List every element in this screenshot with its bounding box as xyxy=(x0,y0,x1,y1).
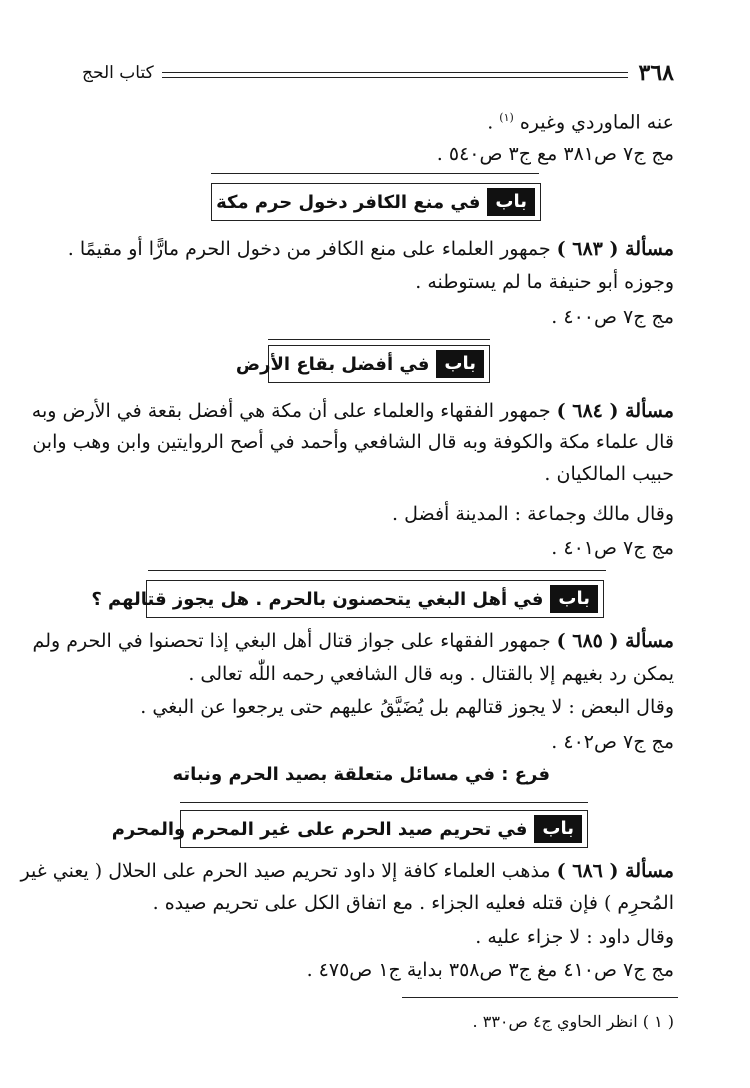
chapter-heading xyxy=(211,183,541,221)
text-line: المُحرِم ) فإن قتله فعليه الجزاء . مع اتفاق الكل على تحريم صيده . xyxy=(152,892,674,914)
text-line: حبيب المالكيان . xyxy=(544,463,674,485)
chapter-badge: باب xyxy=(550,585,598,613)
text-line: مسألة ( ٦٨٥ ) جمهور الفقهاء على جواز قتال أهل البغي إذا تحصنوا في الحرم ولم xyxy=(32,630,674,652)
chapter-title: في تحريم صيد الحرم على غير المحرم والمحرم xyxy=(111,818,528,840)
chapter-badge: باب xyxy=(436,350,484,378)
chapter-rule xyxy=(211,173,539,174)
chapter-heading xyxy=(91,580,604,618)
chapter-title: في أفضل بقاع الأرض xyxy=(235,353,430,375)
reference-line: مج ج٧ ص٤٠١ . xyxy=(551,537,674,559)
footnote-rule xyxy=(402,997,678,998)
masala-label: مسألة ( ٦٨٤ ) xyxy=(556,400,674,422)
sub-heading: فرع : في مسائل متعلقة بصيد الحرم ونباته xyxy=(172,764,550,785)
header-rule xyxy=(162,77,628,78)
chapter-rule xyxy=(268,339,490,340)
text-line: قال علماء مكة والكوفة وبه قال الشافعي وأحمد في أصح الروايتين وابن وهب وابن xyxy=(32,431,674,453)
text-line: وقال داود : لا جزاء عليه . xyxy=(475,926,674,948)
reference-line: مج ج٧ ص٤٠٢ . xyxy=(551,731,674,753)
text-line: مسألة ( ٦٨٣ ) جمهور العلماء على منع الكافر من دخول الحرم مارًّا أو مقيمًا . xyxy=(67,238,674,260)
chapter-badge: باب xyxy=(487,188,535,216)
footnote-ref: (١) xyxy=(499,111,514,124)
reference-line: مج ج٧ ص٣٨١ مع ج٣ ص٥٤٠ . xyxy=(436,143,674,165)
footnote: ( ١ ) انظر الحاوي ج٤ ص٣٣٠ . xyxy=(472,1012,674,1031)
masala-label: مسألة ( ٦٨٣ ) xyxy=(556,238,674,260)
chapter-heading xyxy=(235,345,490,383)
text-line: مسألة ( ٦٨٦ ) مذهب العلماء كافة إلا داود تحريم صيد الحرم على الحلال ( يعني غير xyxy=(20,860,674,882)
reference-line: مج ج٧ ص٤٠٠ . xyxy=(551,306,674,328)
chapter-rule xyxy=(180,802,588,803)
masala-label: مسألة ( ٦٨٦ ) xyxy=(556,860,674,882)
chapter-badge: باب xyxy=(534,815,582,843)
text-line: يمكن رد بغيهم إلا بالقتال . وبه قال الشافعي رحمه اللّٰه تعالى . xyxy=(188,663,674,685)
text-line: وقال مالك وجماعة : المدينة أفضل . xyxy=(392,503,674,525)
chapter-title: في منع الكافر دخول حرم مكة xyxy=(216,191,481,213)
chapter-title: في أهل البغي يتحصنون بالحرم . هل يجوز قتالهم ؟ xyxy=(91,588,544,610)
reference-line: مج ج٧ ص٤١٠ مغ ج٣ ص٣٥٨ بداية ج١ ص٤٧٥ . xyxy=(306,959,674,981)
chapter-heading xyxy=(111,810,588,848)
book-title: كتاب الحج xyxy=(82,63,154,83)
text-line: وقال البعض : لا يجوز قتالهم بل يُضَيَّقُ عليهم حتى يرجعوا عن البغي . xyxy=(140,696,674,718)
masala-label: مسألة ( ٦٨٥ ) xyxy=(556,630,674,652)
header-rule xyxy=(162,72,628,73)
text-line: عنه الماوردي وغيره $^{(١)}$ . xyxy=(487,111,674,134)
text-line: مسألة ( ٦٨٤ ) جمهور الفقهاء والعلماء على أن مكة هي أفضل بقعة في الأرض وبه xyxy=(31,400,674,422)
chapter-rule xyxy=(148,570,606,571)
page-number: ٣٦٨ xyxy=(638,60,674,86)
text-line: وجوزه أبو حنيفة ما لم يستوطنه . xyxy=(415,271,674,293)
